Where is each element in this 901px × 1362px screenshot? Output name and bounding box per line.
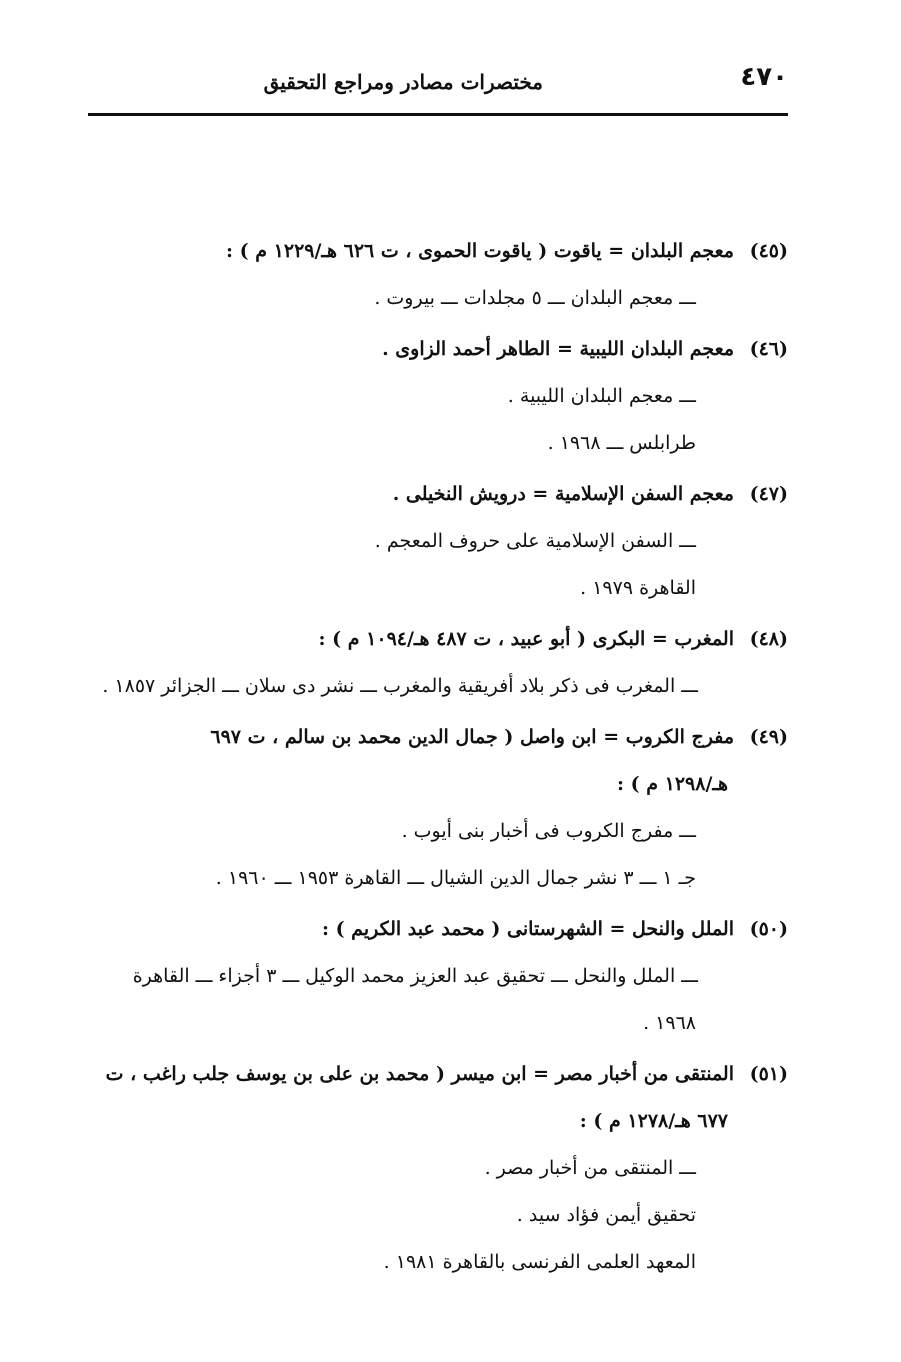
entry-number: (٤٩) [749, 726, 788, 748]
entry-detail: ١٩٦٨ . [643, 1012, 696, 1034]
page-header [88, 62, 788, 114]
entry-detail: ـــ معجم البلدان الليبية . [507, 385, 696, 407]
page-number: ٤٧٠ [740, 62, 788, 92]
entry-49 [88, 714, 788, 902]
entry-title: المغرب = البكرى ( أبو عبيد ، ت ٤٨٧ هـ/١٠٩٤ م ) : [318, 628, 734, 650]
entry-title: المنتقى من أخبار مصر = ابن ميسر ( محمد بن على بن يوسف جلب راغب ، ت [105, 1063, 734, 1085]
entry-number: (٤٧) [749, 483, 788, 505]
entry-title: معجم البلدان الليبية = الطاهر أحمد الزاوى . [382, 338, 734, 360]
entry-heading [88, 471, 788, 518]
entry-title: معجم البلدان = ياقوت ( ياقوت الحموى ، ت ٦٢٦ هـ/١٢٢٩ م ) : [226, 240, 734, 262]
entry-detail: المعهد العلمى الفرنسى بالقاهرة ١٩٨١ . [383, 1251, 696, 1273]
entry-47 [88, 471, 788, 612]
entry-title-continuation: ٦٧٧ هـ/١٢٧٨ م ) : [579, 1110, 728, 1132]
entry-detail: ـــ الملل والنحل ـــ تحقيق عبد العزيز محمد الوكيل ـــ ٣ أجزاء ـــ القاهرة [132, 965, 698, 987]
entry-heading [88, 1051, 788, 1098]
entry-45 [88, 228, 788, 322]
entry-title: مفرج الكروب = ابن واصل ( جمال الدين محمد بن سالم ، ت ٦٩٧ [210, 726, 734, 748]
entry-number: (٤٦) [749, 338, 788, 360]
entry-46 [88, 326, 788, 467]
entry-detail: ـــ المغرب فى ذكر بلاد أفريقية والمغرب ـــ نشر دى سلان ـــ الجزائر ١٨٥٧ . [102, 675, 698, 697]
entry-number: (٥٠) [749, 918, 788, 940]
entry-heading [88, 228, 788, 275]
entry-heading [88, 906, 788, 953]
entry-title: الملل والنحل = الشهرستانى ( محمد عبد الكريم ) : [321, 918, 734, 940]
entry-detail: طرابلس ـــ ١٩٦٨ . [547, 432, 696, 454]
entry-detail: تحقيق أيمن فؤاد سيد . [516, 1204, 696, 1226]
entry-50 [88, 906, 788, 1047]
entry-number: (٤٥) [749, 240, 788, 262]
entry-number: (٥١) [749, 1063, 788, 1085]
entries-list [88, 228, 788, 1290]
entry-51 [88, 1051, 788, 1286]
entry-heading [88, 616, 788, 663]
header-rule [88, 113, 788, 116]
entry-heading [88, 326, 788, 373]
entry-detail: ـــ المنتقى من أخبار مصر . [484, 1157, 696, 1179]
entry-number: (٤٨) [749, 628, 788, 650]
entry-48 [88, 616, 788, 710]
entry-detail: القاهرة ١٩٧٩ . [580, 577, 696, 599]
entry-detail: ـــ مفرج الكروب فى أخبار بنى أيوب . [401, 820, 696, 842]
entry-title-continuation: هـ/١٢٩٨ م ) : [617, 773, 728, 795]
entry-detail: جـ ١ ـــ ٣ نشر جمال الدين الشيال ـــ القاهرة ١٩٥٣ ـــ ١٩٦٠ . [215, 867, 696, 889]
entry-heading [88, 714, 788, 761]
entry-detail: ـــ السفن الإسلامية على حروف المعجم . [374, 530, 696, 552]
entry-title: معجم السفن الإسلامية = درويش النخيلى . [392, 483, 734, 505]
running-title: مختصرات مصادر ومراجع التحقيق [263, 70, 543, 94]
entry-detail: ـــ معجم البلدان ـــ ٥ مجلدات ـــ بيروت . [374, 287, 696, 309]
